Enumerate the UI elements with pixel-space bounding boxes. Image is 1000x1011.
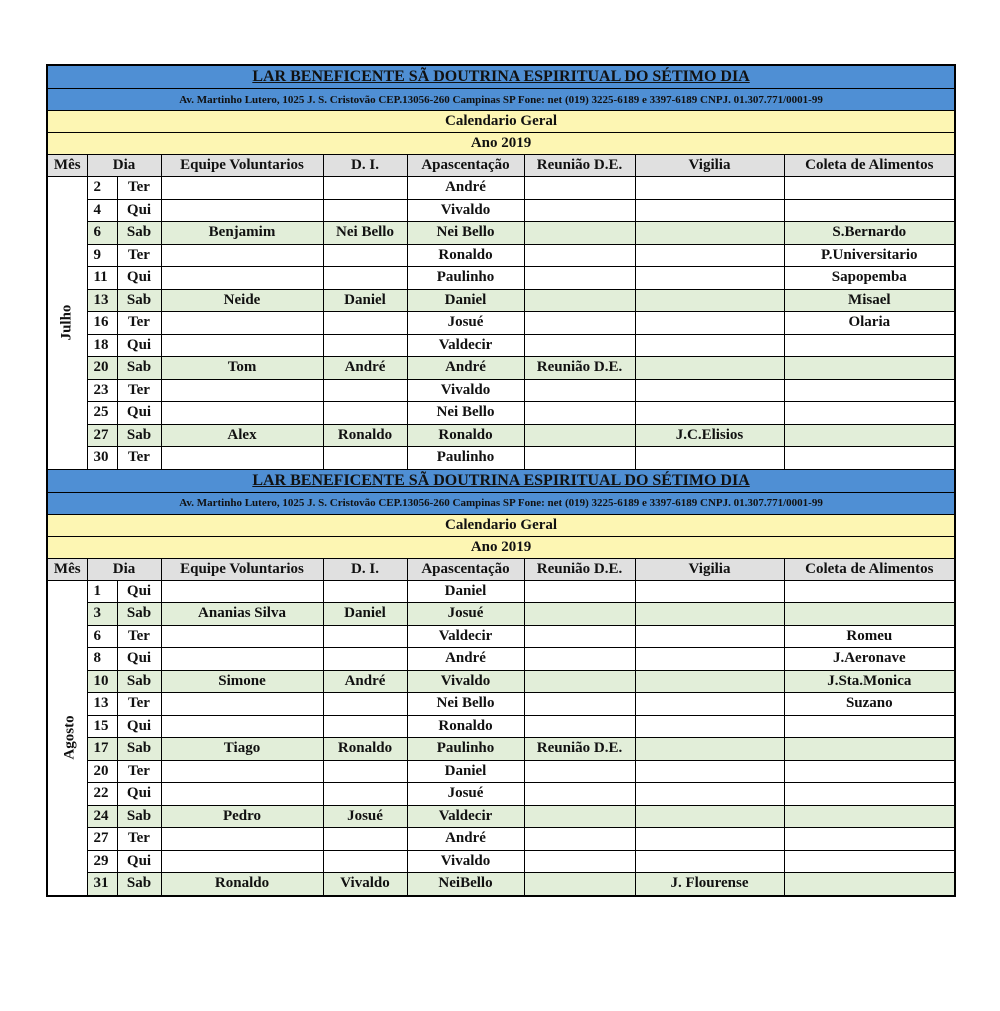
table-row [47,334,955,357]
weekday: Qui [117,267,161,290]
day-number: 24 [87,805,117,828]
weekday: Qui [117,199,161,222]
equipe-cell: Tom [161,357,323,380]
reuniao-cell [524,199,635,222]
equipe-cell [161,783,323,806]
table-row [47,648,955,671]
coleta-cell [784,783,955,806]
di-cell: Ronaldo [323,738,407,761]
table-row [47,424,955,447]
apascentacao-cell: Ronaldo [407,715,524,738]
reuniao-cell [524,222,635,245]
reuniao-cell [524,783,635,806]
weekday: Sab [117,289,161,312]
weekday: Qui [117,783,161,806]
day-number: 16 [87,312,117,335]
header-reuniao: Reunião D.E. [524,558,635,580]
coleta-cell [784,447,955,470]
apascentacao-cell: Valdecir [407,334,524,357]
header-di: D. I. [323,155,407,177]
calendar-title-row [47,111,955,133]
apascentacao-cell: Vivaldo [407,379,524,402]
table-row [47,693,955,716]
di-cell [323,312,407,335]
vigilia-cell [635,648,784,671]
apascentacao-cell: Vivaldo [407,850,524,873]
di-cell [323,267,407,290]
di-cell: Nei Bello [323,222,407,245]
weekday: Qui [117,850,161,873]
table-row [47,267,955,290]
equipe-cell [161,760,323,783]
vigilia-cell [635,625,784,648]
weekday: Ter [117,312,161,335]
day-number: 8 [87,648,117,671]
apascentacao-cell: Nei Bello [407,222,524,245]
equipe-cell: Ananias Silva [161,603,323,626]
table-row [47,603,955,626]
weekday: Ter [117,625,161,648]
day-number: 17 [87,738,117,761]
di-cell [323,648,407,671]
day-number: 1 [87,580,117,603]
apascentacao-cell: Ronaldo [407,244,524,267]
weekday: Sab [117,805,161,828]
reuniao-cell [524,177,635,200]
weekday: Qui [117,334,161,357]
weekday: Sab [117,424,161,447]
weekday: Qui [117,402,161,425]
vigilia-cell [635,244,784,267]
day-number: 23 [87,379,117,402]
coleta-cell [784,850,955,873]
year-row [47,133,955,155]
day-number: 29 [87,850,117,873]
vigilia-cell [635,334,784,357]
apascentacao-cell: Vivaldo [407,670,524,693]
weekday: Qui [117,648,161,671]
vigilia-cell [635,783,784,806]
table-row [47,379,955,402]
weekday: Sab [117,738,161,761]
di-cell [323,580,407,603]
di-cell [323,760,407,783]
di-cell: André [323,357,407,380]
apascentacao-cell: Ronaldo [407,424,524,447]
vigilia-cell [635,402,784,425]
weekday: Sab [117,222,161,245]
calendar-sheet [46,64,956,897]
weekday: Ter [117,244,161,267]
weekday: Sab [117,357,161,380]
header-mes: Mês [47,558,87,580]
vigilia-cell [635,357,784,380]
reuniao-cell [524,693,635,716]
weekday: Qui [117,580,161,603]
equipe-cell [161,693,323,716]
reuniao-cell [524,312,635,335]
vigilia-cell [635,603,784,626]
reuniao-cell [524,267,635,290]
reuniao-cell [524,379,635,402]
di-cell [323,379,407,402]
equipe-cell [161,850,323,873]
day-number: 27 [87,424,117,447]
reuniao-cell: Reunião D.E. [524,738,635,761]
table-row [47,244,955,267]
month-text: Julho [58,304,75,341]
di-cell: Josué [323,805,407,828]
table-row [47,177,955,200]
weekday: Ter [117,828,161,851]
equipe-cell: Benjamim [161,222,323,245]
reuniao-cell [524,850,635,873]
coleta-cell: S.Bernardo [784,222,955,245]
vigilia-cell [635,693,784,716]
column-header-row [47,155,955,177]
di-cell [323,625,407,648]
di-cell [323,693,407,716]
apascentacao-cell: Vivaldo [407,199,524,222]
apascentacao-cell: André [407,357,524,380]
table-row [47,738,955,761]
day-number: 6 [87,222,117,245]
address-row [47,492,955,514]
vigilia-cell [635,267,784,290]
coleta-cell [784,199,955,222]
day-number: 13 [87,289,117,312]
header-coleta: Coleta de Alimentos [784,155,955,177]
weekday: Ter [117,760,161,783]
di-cell: Vivaldo [323,873,407,896]
equipe-cell [161,648,323,671]
day-number: 10 [87,670,117,693]
reuniao-cell [524,289,635,312]
apascentacao-cell: Nei Bello [407,693,524,716]
weekday: Ter [117,379,161,402]
vigilia-cell [635,312,784,335]
apascentacao-cell: Paulinho [407,267,524,290]
day-number: 2 [87,177,117,200]
coleta-cell [784,357,955,380]
reuniao-cell [524,625,635,648]
header-dia: Dia [87,155,161,177]
day-number: 31 [87,873,117,896]
org-title: LAR BENEFICENTE SÃ DOUTRINA ESPIRITUAL DO SÉTIMO DIA [47,469,955,492]
equipe-cell: Simone [161,670,323,693]
vigilia-cell [635,850,784,873]
coleta-cell [784,379,955,402]
vigilia-cell [635,760,784,783]
day-number: 22 [87,783,117,806]
apascentacao-cell: André [407,177,524,200]
equipe-cell: Pedro [161,805,323,828]
coleta-cell [784,580,955,603]
month-text: Agosto [61,715,78,760]
header-coleta: Coleta de Alimentos [784,558,955,580]
apascentacao-cell: Josué [407,603,524,626]
apascentacao-cell: Paulinho [407,738,524,761]
month-label [47,177,87,470]
vigilia-cell [635,738,784,761]
table-row [47,289,955,312]
calendar-table [46,64,956,897]
di-cell: Daniel [323,603,407,626]
coleta-cell [784,402,955,425]
reuniao-cell [524,670,635,693]
coleta-cell [784,828,955,851]
day-number: 13 [87,693,117,716]
reuniao-cell [524,828,635,851]
year-label: Ano 2019 [47,133,955,155]
apascentacao-cell: Daniel [407,580,524,603]
apascentacao-cell: Paulinho [407,447,524,470]
vigilia-cell [635,289,784,312]
weekday: Sab [117,873,161,896]
reuniao-cell [524,447,635,470]
apascentacao-cell: Josué [407,783,524,806]
table-row [47,873,955,896]
equipe-cell [161,244,323,267]
day-number: 11 [87,267,117,290]
apascentacao-cell: Valdecir [407,625,524,648]
equipe-cell [161,715,323,738]
reuniao-cell [524,580,635,603]
calendar-title-row [47,514,955,536]
day-number: 6 [87,625,117,648]
equipe-cell [161,177,323,200]
equipe-cell: Alex [161,424,323,447]
reuniao-cell [524,334,635,357]
coleta-cell [784,805,955,828]
table-row [47,715,955,738]
di-cell: Ronaldo [323,424,407,447]
coleta-cell [784,873,955,896]
vigilia-cell [635,447,784,470]
table-row [47,760,955,783]
coleta-cell: J.Sta.Monica [784,670,955,693]
weekday: Ter [117,693,161,716]
apascentacao-cell: André [407,828,524,851]
reuniao-cell [524,715,635,738]
org-title: LAR BENEFICENTE SÃ DOUTRINA ESPIRITUAL DO SÉTIMO DIA [47,65,955,89]
equipe-cell [161,379,323,402]
vigilia-cell [635,222,784,245]
org-address: Av. Martinho Lutero, 1025 J. S. Cristovão CEP.13056-260 Campinas SP Fone: net (019) 3225-6189 e 3397-6189 CNPJ. 01.307.771/0001-99 [47,492,955,514]
table-row [47,199,955,222]
weekday: Qui [117,715,161,738]
org-address: Av. Martinho Lutero, 1025 J. S. Cristovão CEP.13056-260 Campinas SP Fone: net (019) 3225-6189 e 3397-6189 CNPJ. 01.307.771/0001-99 [47,89,955,111]
equipe-cell [161,312,323,335]
apascentacao-cell: André [407,648,524,671]
vigilia-cell [635,580,784,603]
coleta-cell [784,177,955,200]
coleta-cell: Romeu [784,625,955,648]
day-number: 9 [87,244,117,267]
apascentacao-cell: Nei Bello [407,402,524,425]
di-cell [323,244,407,267]
coleta-cell [784,715,955,738]
day-number: 4 [87,199,117,222]
coleta-cell [784,603,955,626]
equipe-cell [161,447,323,470]
coleta-cell [784,424,955,447]
di-cell [323,334,407,357]
reuniao-cell [524,424,635,447]
equipe-cell: Neide [161,289,323,312]
day-number: 15 [87,715,117,738]
vigilia-cell [635,828,784,851]
org-title-row [47,65,955,89]
equipe-cell [161,267,323,290]
coleta-cell: Olaria [784,312,955,335]
di-cell [323,715,407,738]
di-cell [323,850,407,873]
weekday: Ter [117,177,161,200]
header-vigilia: Vigilia [635,558,784,580]
coleta-cell [784,760,955,783]
apascentacao-cell: Daniel [407,760,524,783]
di-cell [323,199,407,222]
table-row [47,222,955,245]
coleta-cell: Sapopemba [784,267,955,290]
header-di: D. I. [323,558,407,580]
day-number: 20 [87,357,117,380]
vigilia-cell [635,805,784,828]
equipe-cell: Ronaldo [161,873,323,896]
vigilia-cell [635,379,784,402]
equipe-cell [161,199,323,222]
reuniao-cell [524,648,635,671]
year-label: Ano 2019 [47,536,955,558]
table-row [47,357,955,380]
day-number: 30 [87,447,117,470]
coleta-cell: Misael [784,289,955,312]
equipe-cell: Tiago [161,738,323,761]
day-number: 20 [87,760,117,783]
table-row [47,580,955,603]
vigilia-cell [635,199,784,222]
di-cell [323,447,407,470]
table-row [47,447,955,470]
header-reuniao: Reunião D.E. [524,155,635,177]
apascentacao-cell: NeiBello [407,873,524,896]
reuniao-cell [524,760,635,783]
vigilia-cell: J.C.Elisios [635,424,784,447]
table-row [47,625,955,648]
org-title-row [47,469,955,492]
equipe-cell [161,334,323,357]
reuniao-cell [524,873,635,896]
vigilia-cell [635,715,784,738]
calendar-title: Calendario Geral [47,514,955,536]
apascentacao-cell: Daniel [407,289,524,312]
table-row [47,783,955,806]
di-cell [323,402,407,425]
weekday: Sab [117,603,161,626]
di-cell [323,783,407,806]
day-number: 3 [87,603,117,626]
equipe-cell [161,625,323,648]
month-label [47,580,87,896]
vigilia-cell [635,670,784,693]
reuniao-cell: Reunião D.E. [524,357,635,380]
table-row [47,670,955,693]
header-vigilia: Vigilia [635,155,784,177]
table-row [47,402,955,425]
apascentacao-cell: Josué [407,312,524,335]
di-cell [323,828,407,851]
vigilia-cell [635,177,784,200]
table-row [47,850,955,873]
header-equipe: Equipe Voluntarios [161,558,323,580]
di-cell [323,177,407,200]
day-number: 25 [87,402,117,425]
vigilia-cell: J. Flourense [635,873,784,896]
equipe-cell [161,580,323,603]
di-cell: André [323,670,407,693]
coleta-cell: Suzano [784,693,955,716]
column-header-row [47,558,955,580]
equipe-cell [161,828,323,851]
weekday: Sab [117,670,161,693]
reuniao-cell [524,244,635,267]
table-row [47,805,955,828]
header-equipe: Equipe Voluntarios [161,155,323,177]
coleta-cell: P.Universitario [784,244,955,267]
header-dia: Dia [87,558,161,580]
coleta-cell [784,738,955,761]
equipe-cell [161,402,323,425]
reuniao-cell [524,402,635,425]
table-row [47,312,955,335]
header-apascentacao: Apascentação [407,155,524,177]
calendar-title: Calendario Geral [47,111,955,133]
di-cell: Daniel [323,289,407,312]
table-row [47,828,955,851]
reuniao-cell [524,603,635,626]
coleta-cell [784,334,955,357]
apascentacao-cell: Valdecir [407,805,524,828]
year-row [47,536,955,558]
address-row [47,89,955,111]
reuniao-cell [524,805,635,828]
day-number: 18 [87,334,117,357]
coleta-cell: J.Aeronave [784,648,955,671]
weekday: Ter [117,447,161,470]
header-mes: Mês [47,155,87,177]
day-number: 27 [87,828,117,851]
header-apascentacao: Apascentação [407,558,524,580]
